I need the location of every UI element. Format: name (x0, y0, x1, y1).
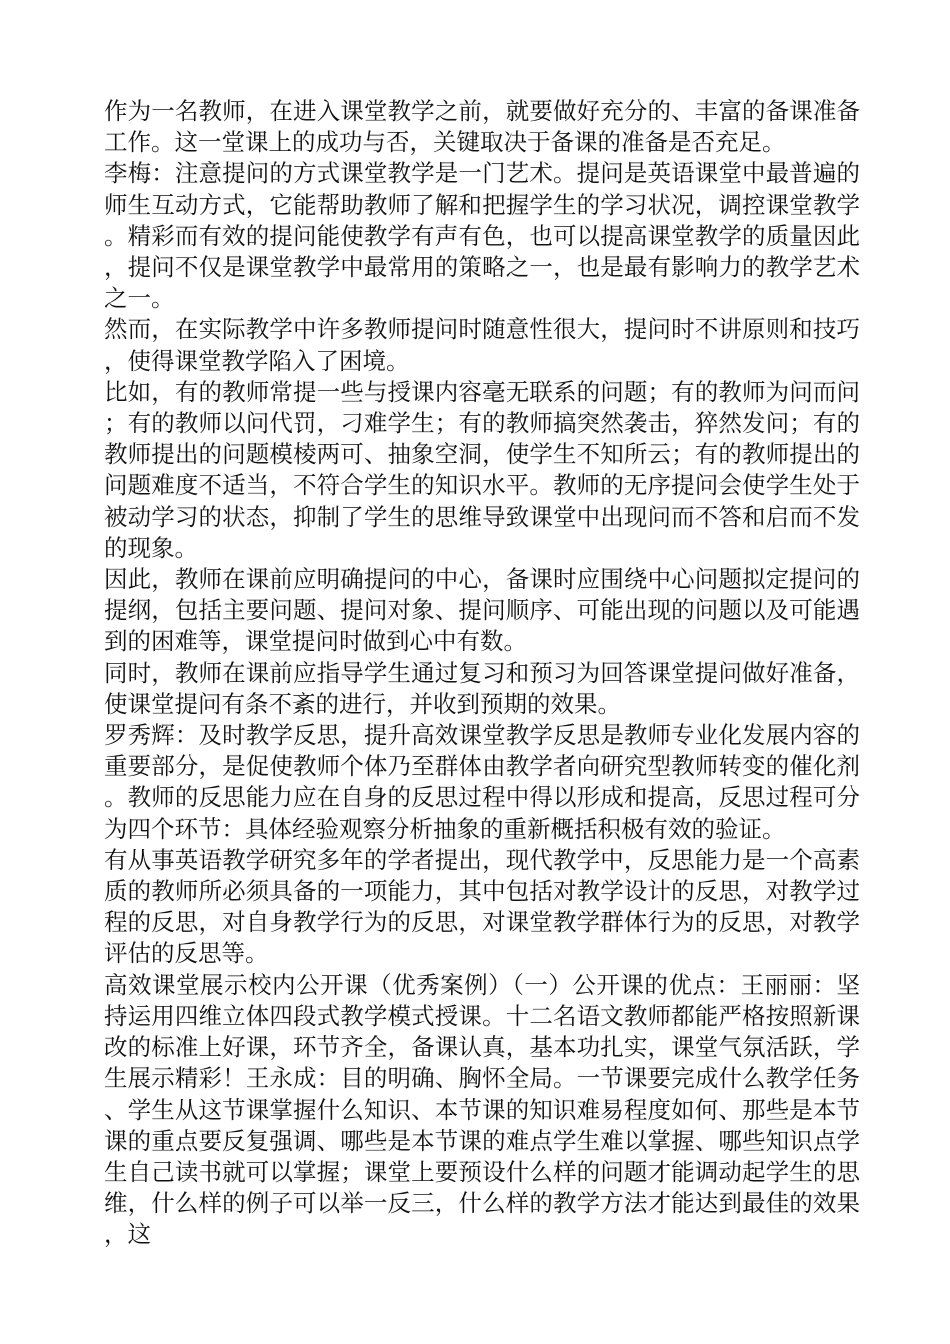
paragraph-therefore: 因此，教师在课前应明确提问的中心，备课时应围绕中心问题拟定提问的提纲，包括主要问题、提问对象、提问顺序、可能出现的问题以及可能遇到的困难等，课堂提问时做到心中有数。 (104, 565, 860, 656)
paragraph-examples: 比如，有的教师常提一些与授课内容毫无联系的问题；有的教师为问而问；有的教师以问代罚，刁难学生；有的教师搞突然袭击，猝然发问；有的教师提出的问题模棱两可、抽象空洞，使学生不知所云；有的教师提出的问题难度不适当，不符合学生的知识水平。教师的无序提问会使学生处于被动学习的状态，抑制了学生的思维导致课堂中出现问而不答和启而不发的现象。 (104, 377, 860, 562)
paragraph-li-mei-questioning: 李梅：注意提问的方式课堂教学是一门艺术。提问是英语课堂中最普遍的师生互动方式，它能帮助教师了解和把握学生的学习状况，调控课堂教学。精彩而有效的提问能使教学有声有色，也可以提高课堂教学的质量因此，提问不仅是课堂教学中最常用的策略之一，也是最有影响力的教学艺术之一。 (104, 159, 860, 313)
paragraph-however: 然而，在实际教学中许多教师提问时随意性很大，提问时不讲原则和技巧，使得课堂教学陷入了困境。 (104, 315, 860, 375)
paragraph-scholar-opinion: 有从事英语教学研究多年的学者提出，现代教学中，反思能力是一个高素质的教师所必须具备的一项能力，其中包括对教学设计的反思，对教学过程的反思，对自身教学行为的反思，对课堂教学群体行为的反思，对教学评估的反思等。 (104, 845, 860, 968)
paragraph-open-class-cases: 高效课堂展示校内公开课（优秀案例）（一）公开课的优点：王丽丽：坚持运用四维立体四段式教学模式授课。十二名语文教师都能严格按照新课改的标准上好课，环节齐全，备课认真，基本功扎实，课堂气氛活跃，学生展示精彩！王永成：目的明确、胸怀全局。一节课要完成什么教学任务、学生从这节课掌握什么知识、本节课的知识难易程度如何、那些是本节课的重点要反复强调、哪些是本节课的难点学生难以掌握、哪些知识点学生自己读书就可以掌握；课堂上要预设什么样的问题才能调动起学生的思维，什么样的例子可以举一反三，什么样的教学方法才能达到最佳的效果，这 (104, 970, 860, 1249)
paragraph-meanwhile: 同时，教师在课前应指导学生通过复习和预习为回答课堂提问做好准备，使课堂提问有条不紊的进行，并收到预期的效果。 (104, 658, 860, 718)
paragraph-luo-xiuhui-reflection: 罗秀辉：及时教学反思，提升高效课堂教学反思是教师专业化发展内容的重要部分，是促使教师个体乃至群体由教学者向研究型教师转变的催化剂。教师的反思能力应在自身的反思过程中得以形成和提高，反思过程可分为四个环节：具体经验观察分析抽象的重新概括积极有效的验证。 (104, 721, 860, 843)
document-body (104, 96, 860, 1251)
paragraph-teacher-preparation: 作为一名教师，在进入课堂教学之前，就要做好充分的、丰富的备课准备工作。这一堂课上的成功与否，关键取决于备课的准备是否充足。 (104, 97, 860, 157)
